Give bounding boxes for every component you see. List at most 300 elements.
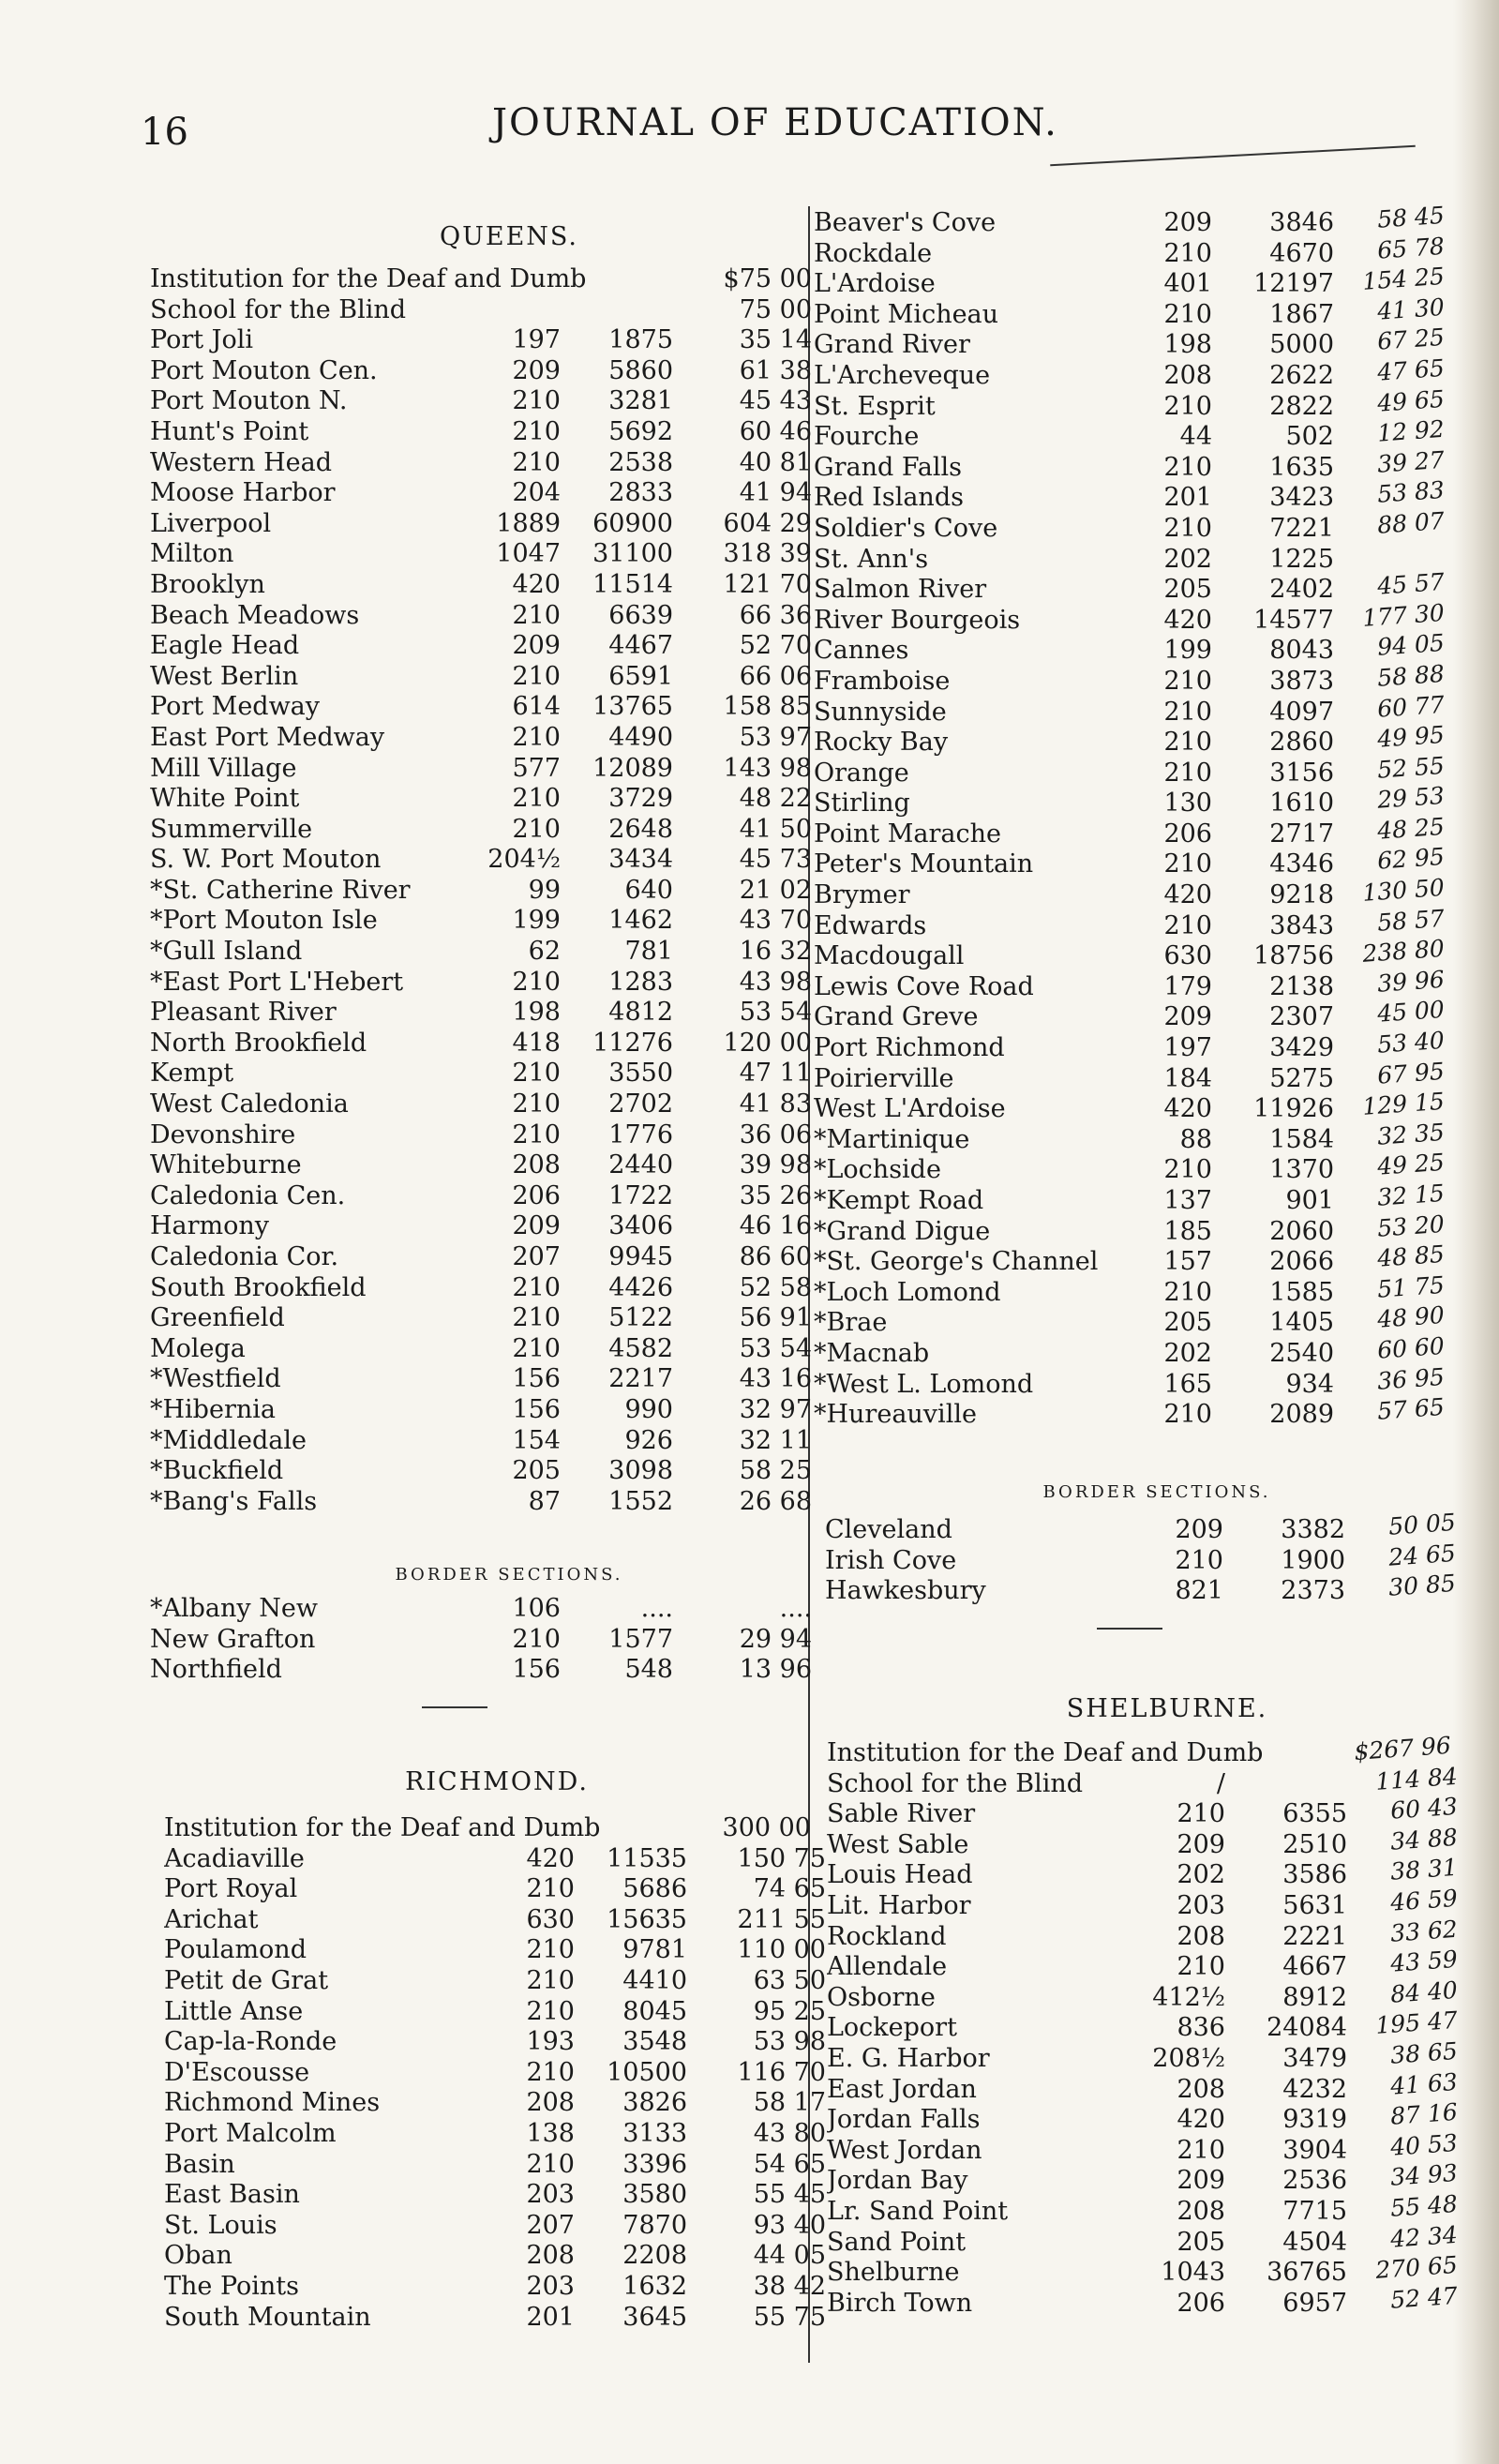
days-value: 185	[1163, 1216, 1212, 1246]
amount-value: 60 43	[1389, 1792, 1459, 1825]
days-value: 199	[512, 906, 561, 936]
section-name: Little Anse	[164, 1996, 304, 2026]
table-row	[827, 1762, 1459, 1800]
attendance-value	[561, 295, 673, 326]
table-row	[814, 567, 1451, 606]
attendance-value: 4490	[608, 722, 673, 752]
days-value: 210	[1163, 391, 1212, 421]
page-edge-shadow	[1453, 0, 1499, 2464]
section-name: Institution for the Deaf and Dumb	[164, 1813, 601, 1842]
days-value: 184	[1163, 1063, 1212, 1093]
days-value: 206	[512, 1180, 561, 1210]
attendance-value: 1867	[1269, 299, 1334, 329]
table-row	[150, 968, 812, 999]
amount-value: 58 57	[1376, 904, 1446, 937]
section-name: Caledonia Cen.	[150, 1180, 346, 1210]
section-name: Orange	[814, 758, 909, 788]
amount-value: 39 96	[1376, 965, 1446, 998]
section-name: *Brae	[814, 1308, 888, 1338]
section-name: West Berlin	[150, 661, 299, 691]
amount-value: 32 15	[1376, 1179, 1446, 1211]
days-value: 420	[1163, 1094, 1212, 1124]
days-value: 208	[526, 2088, 575, 2118]
attendance-value: 5122	[608, 1303, 673, 1333]
days-value: 203	[526, 2180, 575, 2210]
days-value: 210	[512, 600, 561, 630]
amount-value: 40 81	[739, 447, 812, 477]
table-row	[150, 1334, 812, 1365]
amount-value: 43 59	[1389, 1945, 1459, 1977]
amount-value: 32 97	[739, 1394, 812, 1424]
table-row	[814, 843, 1451, 880]
section-heading-queens-border: BORDER SECTIONS.	[395, 1565, 623, 1585]
days-value: 206	[1177, 2288, 1225, 2318]
section-name: Harmony	[150, 1211, 270, 1241]
table-row	[814, 293, 1451, 331]
days-value: 630	[526, 1904, 575, 1934]
attendance-value: 2208	[622, 2241, 687, 2271]
days-value: 203	[526, 2271, 575, 2301]
table-row	[150, 1364, 812, 1395]
section-name: Port Mouton N.	[150, 386, 348, 416]
attendance-value: 3406	[608, 1211, 673, 1241]
table-row	[150, 754, 812, 785]
amount-value: 43 16	[739, 1364, 812, 1394]
attendance-value	[1225, 1769, 1347, 1800]
section-name: *Hibernia	[150, 1394, 276, 1424]
section-name: L'Archeveque	[814, 360, 991, 390]
section-name: *Bang's Falls	[150, 1486, 318, 1516]
table-row	[150, 1625, 812, 1656]
section-name: Fourche	[814, 422, 920, 452]
table-row	[150, 1120, 812, 1151]
amount-value: 150 75	[737, 1843, 826, 1873]
amount-value: 238 80	[1361, 935, 1446, 969]
days-value: 210	[512, 814, 561, 844]
days-value: 210	[512, 386, 561, 416]
section-name: Framboise	[814, 666, 951, 696]
amount-value: 120 00	[723, 1028, 812, 1058]
amount-value: 38 42	[753, 2271, 826, 2301]
table-row	[164, 2241, 826, 2272]
section-name: *Gull Island	[150, 937, 303, 967]
table-row	[827, 2067, 1459, 2106]
attendance-value: 7221	[1269, 513, 1334, 543]
table-row	[150, 1089, 812, 1120]
amount-value: 53 54	[739, 1333, 812, 1363]
table-row	[814, 904, 1451, 942]
attendance-value: 2536	[1282, 2166, 1347, 2196]
richmond-continued-section	[814, 201, 1451, 1431]
days-value: 106	[512, 1594, 561, 1623]
section-name: *St. Catherine River	[150, 875, 411, 905]
table-row	[814, 545, 1451, 576]
table-row	[814, 1088, 1451, 1125]
days-value: 210	[526, 1965, 575, 1995]
amount-value: 300 00	[722, 1813, 811, 1842]
amount-value: 87 16	[1389, 2097, 1459, 2130]
amount-value: 58 17	[753, 2088, 826, 2118]
table-row	[150, 692, 812, 723]
table-row	[827, 1854, 1459, 1891]
table-row	[814, 1209, 1451, 1248]
amount-value: 110 00	[737, 1935, 826, 1965]
table-row	[164, 2180, 826, 2211]
section-name: South Brookfield	[150, 1272, 367, 1302]
days-value: 210	[512, 1089, 561, 1119]
amount-value: 75 00	[739, 294, 812, 324]
attendance-value: 1776	[608, 1119, 673, 1149]
section-name: *Loch Lomond	[814, 1277, 1001, 1307]
attendance-value: 4097	[1269, 697, 1334, 727]
section-name: Port Mouton Cen.	[150, 355, 378, 385]
queens-section	[150, 218, 812, 1517]
section-name: Institution for the Deaf and Dumb	[827, 1738, 1264, 1767]
table-row	[814, 935, 1451, 972]
amount-value: 57 65	[1376, 1392, 1446, 1425]
amount-value: 21 02	[739, 875, 812, 905]
amount-value: 41 30	[1376, 293, 1446, 325]
attendance-value: 990	[624, 1394, 673, 1424]
section-name: Poirierville	[814, 1063, 954, 1093]
table-row	[164, 1935, 826, 1966]
section-name: *Port Mouton Isle	[150, 906, 378, 936]
amount-value: 43 70	[739, 906, 812, 936]
amount-value: 60 77	[1376, 690, 1446, 723]
amount-value: 42 34	[1389, 2220, 1459, 2253]
section-divider	[1097, 1628, 1162, 1630]
amount-value: $267 96	[1353, 1731, 1452, 1765]
days-value: 204	[512, 478, 561, 508]
attendance-value: 8912	[1282, 1982, 1347, 2012]
amount-value: 53 40	[1376, 1026, 1446, 1059]
section-name: Shelburne	[827, 2258, 960, 2288]
attendance-value: 5692	[608, 416, 673, 446]
days-value: 210	[1163, 513, 1212, 543]
table-row	[827, 1945, 1459, 1983]
table-row	[814, 1240, 1451, 1278]
amount-value: 129 15	[1361, 1088, 1446, 1121]
table-row	[814, 201, 1451, 239]
section-name: *Albany New	[150, 1594, 318, 1623]
amount-value: 88 07	[1376, 506, 1446, 539]
richmond-table	[164, 1813, 826, 2333]
days-value: 205	[1163, 575, 1212, 605]
amount-value: 48 90	[1376, 1301, 1446, 1334]
attendance-value: 2402	[1269, 575, 1334, 605]
table-row	[827, 2097, 1459, 2136]
section-name: St. Louis	[164, 2210, 277, 2240]
table-row	[150, 1303, 812, 1334]
attendance-value: 3382	[1281, 1515, 1345, 1544]
amount-value: 47 11	[739, 1059, 812, 1089]
amount-value: 33 62	[1389, 1915, 1459, 1947]
amount-value: 38 65	[1389, 2036, 1459, 2069]
table-row	[164, 1874, 826, 1905]
table-row	[814, 1362, 1451, 1401]
attendance-value: 2622	[1269, 360, 1334, 390]
table-row	[814, 965, 1451, 1003]
section-name: St. Ann's	[814, 544, 929, 574]
attendance-value: 14577	[1253, 605, 1334, 635]
section-name: Macdougall	[814, 941, 965, 971]
section-name: Poulamond	[164, 1935, 307, 1965]
section-name: Port Medway	[150, 692, 321, 722]
table-row	[164, 2027, 826, 2058]
section-name: West Jordan	[827, 2135, 982, 2165]
amount-value: 41 94	[739, 478, 812, 508]
amount-value: 49 25	[1376, 1149, 1446, 1181]
table-row	[164, 1904, 826, 1936]
attendance-value: 60900	[592, 508, 673, 538]
days-value: 210	[512, 722, 561, 752]
attendance-value: 24084	[1267, 2013, 1347, 2043]
days-value: 210	[526, 1935, 575, 1965]
days-value: 418	[512, 1028, 561, 1058]
amount-value: 53 54	[739, 998, 812, 1028]
attendance-value: 13765	[592, 692, 673, 722]
amount-value: 54 65	[753, 2149, 826, 2179]
days-value: 210	[1175, 1545, 1223, 1575]
amount-value: 84 40	[1389, 1976, 1459, 2008]
amount-value: 604 29	[723, 508, 812, 538]
attendance-value: 2538	[608, 447, 673, 477]
attendance-value: 5275	[1269, 1063, 1334, 1093]
days-value: 44	[1179, 422, 1212, 452]
attendance-value: 1552	[608, 1486, 673, 1516]
amount-value: 154 25	[1361, 262, 1446, 296]
section-heading-richmond-border: BORDER SECTIONS.	[1042, 1482, 1271, 1502]
table-row	[814, 1149, 1451, 1186]
section-name: Lockeport	[827, 2013, 957, 2043]
attendance-value: 2440	[608, 1150, 673, 1180]
section-name: Grand Greve	[814, 1002, 979, 1032]
table-row	[827, 1976, 1459, 2014]
section-name: *Macnab	[814, 1338, 930, 1368]
attendance-value: 9218	[1269, 880, 1334, 910]
section-name: *Martinique	[814, 1124, 970, 1154]
table-row	[164, 2057, 826, 2089]
section-name: New Grafton	[150, 1624, 316, 1654]
days-value: 420	[1163, 880, 1212, 910]
section-name: Soldier's Cove	[814, 513, 998, 543]
attendance-value: 3904	[1282, 2135, 1347, 2165]
days-value: 206	[1163, 819, 1212, 849]
attendance-value: 3133	[622, 2118, 687, 2148]
table-row	[150, 998, 812, 1029]
richmond-border-section	[825, 1474, 1457, 1643]
amount-value: 55 75	[753, 2302, 826, 2332]
table-row	[814, 1026, 1451, 1064]
attendance-value: 1577	[608, 1624, 673, 1654]
table-row	[814, 1331, 1451, 1370]
table-row	[164, 2302, 826, 2334]
amount-value: 116 70	[737, 2057, 826, 2087]
amount-value: 32 11	[739, 1425, 812, 1455]
attendance-value: 2648	[608, 814, 673, 844]
richmond-continued-table	[814, 201, 1451, 1431]
attendance-value: 3429	[1269, 1033, 1334, 1063]
days-value: 203	[1177, 1890, 1225, 1920]
attendance-value: 4667	[1282, 1952, 1347, 1982]
attendance-value: 3826	[622, 2088, 687, 2118]
days-value: 210	[512, 1272, 561, 1302]
table-row	[150, 906, 812, 937]
amount-value: 52 47	[1389, 2281, 1459, 2314]
days-value: 210	[1163, 666, 1212, 696]
amount-value: 44 05	[753, 2241, 826, 2271]
attendance-value: 3729	[608, 784, 673, 814]
amount-value: 45 57	[1376, 567, 1446, 600]
attendance-value: 3586	[1282, 1860, 1347, 1890]
section-name: Birch Town	[827, 2288, 973, 2318]
amount-value: 39 27	[1376, 445, 1446, 478]
section-heading-richmond: RICHMOND.	[405, 1767, 589, 1796]
amount-value: ....	[779, 1594, 812, 1623]
amount-value: 29 53	[1376, 782, 1446, 815]
amount-value: 36 06	[739, 1119, 812, 1149]
attendance-value: 4504	[1282, 2227, 1347, 2257]
amount-value: 48 85	[1376, 1240, 1446, 1272]
days-value: 205	[1163, 1308, 1212, 1338]
table-row	[814, 873, 1451, 911]
amount-value: 35 26	[739, 1180, 812, 1210]
days-value: 209	[1177, 1829, 1225, 1859]
section-name: Salmon River	[814, 575, 987, 605]
days-value: 210	[1163, 1155, 1212, 1185]
days-value: 130	[1163, 789, 1212, 819]
attendance-value: 4812	[608, 998, 673, 1028]
table-row	[150, 1395, 812, 1426]
section-name: Osborne	[827, 1982, 936, 2012]
attendance-value: 3098	[608, 1456, 673, 1486]
attendance-value: 4670	[1269, 238, 1334, 268]
table-row	[164, 2271, 826, 2303]
section-name: Beaver's Cove	[814, 208, 997, 237]
title-rule	[1050, 145, 1416, 166]
table-row	[827, 2220, 1459, 2259]
amount-value: 24 65	[1387, 1539, 1457, 1571]
attendance-value: 1635	[1269, 452, 1334, 482]
attendance-value: 2060	[1269, 1216, 1334, 1246]
section-name: Red Islands	[814, 483, 964, 513]
days-value: 210	[1177, 1799, 1225, 1829]
section-name: Stirling	[814, 789, 910, 819]
table-row	[825, 1569, 1457, 1607]
days-value: 157	[1163, 1247, 1212, 1277]
table-row	[150, 815, 812, 846]
table-row	[827, 1915, 1459, 1953]
attendance-value: 1610	[1269, 789, 1334, 819]
days-value: 209	[1163, 1002, 1212, 1032]
days-value: 209	[1163, 208, 1212, 237]
section-name: River Bourgeois	[814, 605, 1021, 635]
days-value: 836	[1177, 2013, 1225, 2043]
days-value: 210	[1163, 728, 1212, 758]
days-value: 156	[512, 1655, 561, 1685]
days-value: 207	[526, 2210, 575, 2240]
days-value: 201	[526, 2302, 575, 2332]
section-name: E. G. Harbor	[827, 2043, 990, 2073]
days-value: /	[1216, 1768, 1225, 1798]
days-value: 630	[1163, 941, 1212, 971]
days-value: 209	[1175, 1515, 1223, 1544]
days-value: 412½	[1152, 1982, 1225, 2012]
days-value: 208	[1163, 360, 1212, 390]
table-row	[825, 1508, 1457, 1546]
amount-value: 55 48	[1389, 2189, 1459, 2222]
days-value: 210	[1163, 758, 1212, 788]
attendance-value: 2833	[608, 478, 673, 508]
section-name: Grand River	[814, 330, 970, 360]
amount-value: 95 25	[753, 1996, 826, 2026]
section-name: Rockdale	[814, 238, 933, 268]
days-value: 198	[512, 998, 561, 1028]
amount-value: 38 31	[1389, 1854, 1459, 1886]
section-name: *West L. Lomond	[814, 1369, 1034, 1399]
amount-value: 26 68	[739, 1486, 812, 1516]
attendance-value: 3843	[1269, 910, 1334, 940]
attendance-value: 1584	[1269, 1124, 1334, 1154]
attendance-value: 2860	[1269, 728, 1334, 758]
section-name: Grand Falls	[814, 452, 962, 482]
table-row	[150, 356, 812, 387]
days-value: 137	[1163, 1186, 1212, 1215]
days-value: 198	[1163, 330, 1212, 360]
table-row	[814, 323, 1451, 361]
section-name: Brooklyn	[150, 569, 265, 599]
attendance-value: 11535	[607, 1843, 687, 1873]
days-value: 210	[526, 1874, 575, 1904]
table-row	[827, 1731, 1452, 1769]
amount-value: 58 88	[1376, 659, 1446, 692]
amount-value: 40 53	[1389, 2128, 1459, 2161]
days-value: 99	[528, 875, 561, 905]
section-name: Lit. Harbor	[827, 1890, 971, 1920]
table-row	[164, 2088, 826, 2119]
section-name: Hunt's Point	[150, 416, 309, 446]
days-value: 154	[512, 1425, 561, 1455]
attendance-value: 548	[624, 1655, 673, 1685]
days-value: 197	[1163, 1033, 1212, 1063]
table-row	[827, 2006, 1459, 2044]
days-value: 201	[1163, 483, 1212, 513]
table-row	[150, 417, 812, 448]
attendance-value: 5860	[608, 355, 673, 385]
attendance-value: ....	[640, 1594, 673, 1623]
attendance-value: 3156	[1269, 758, 1334, 788]
days-value: 210	[512, 1333, 561, 1363]
amount-value: 46 59	[1389, 1884, 1459, 1916]
days-value: 210	[512, 1303, 561, 1333]
table-row	[814, 751, 1451, 789]
section-name: Moose Harbor	[150, 478, 336, 508]
amount-value: 114 84	[1374, 1762, 1459, 1795]
amount-value: 55 45	[753, 2180, 826, 2210]
attendance-value: 1405	[1269, 1308, 1334, 1338]
attendance-value: 1900	[1281, 1545, 1345, 1575]
section-name: Point Marache	[814, 819, 1002, 849]
amount-value: 60 46	[739, 416, 812, 446]
section-name: *Lochside	[814, 1155, 941, 1185]
table-row	[814, 262, 1451, 300]
table-row	[825, 1539, 1457, 1577]
table-row	[814, 720, 1451, 759]
amount-value: 94 05	[1376, 629, 1446, 662]
amount-value: 43 80	[753, 2118, 826, 2148]
amount-value: 195 47	[1374, 2006, 1459, 2040]
attendance-value: 5000	[1269, 330, 1334, 360]
